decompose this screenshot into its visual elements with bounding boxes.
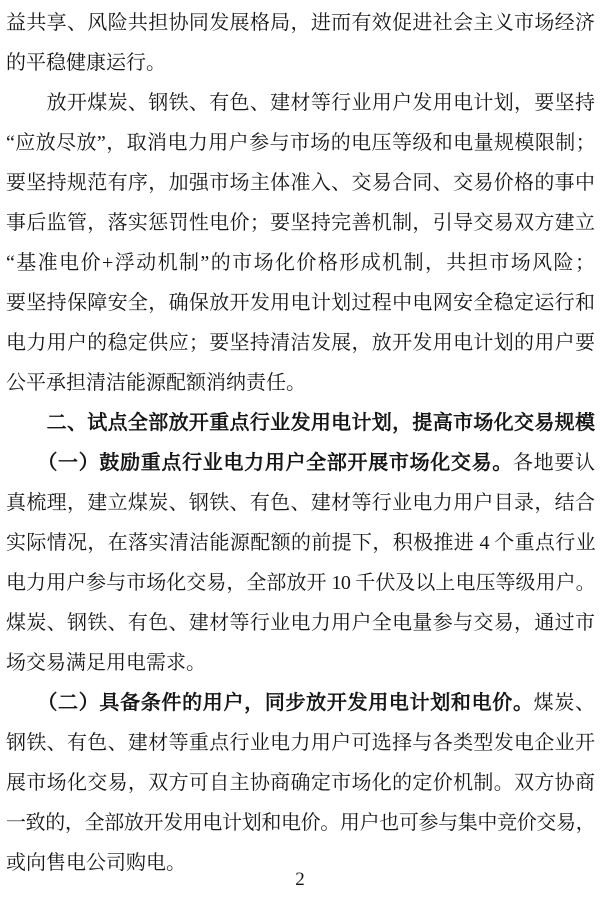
body-text: 电力用户参与市场化交易，全部放开 10 千伏及以上电压等级用户。 [6, 572, 595, 594]
text-line [6, 443, 595, 483]
body-text: 事后监管，落实惩罚性电价；要坚持完善机制，引导交易双方建立 [6, 212, 595, 234]
kaiti-lead-text: （二）具备条件的用户，同步放开发用电计划和电价。 [6, 692, 534, 714]
body-text: 煤炭、钢铁、有色、建材等行业电力用户全电量参与交易，通过市 [6, 612, 595, 634]
text-line [6, 683, 595, 723]
text-line [6, 803, 595, 843]
body-text: “基准电价+浮动机制”的市场化价格形成机制，共担市场风险； [6, 252, 595, 274]
body-text: 各地要认 [512, 452, 595, 474]
text-line [6, 203, 595, 243]
item-2-paragraph [6, 683, 595, 883]
text-line [6, 123, 595, 163]
text-line [6, 83, 595, 123]
body-text: 钢铁、有色、建材等重点行业电力用户可选择与各类型发电企业开 [6, 732, 595, 754]
text-line [6, 163, 595, 203]
text-line [6, 483, 595, 523]
body-text: “应放尽放”，取消电力用户参与市场的电压等级和电量规模限制； [6, 132, 595, 154]
text-line [6, 243, 595, 283]
body-text: 益共享、风险共担协同发展格局，进而有效促进社会主义市场经济 [6, 12, 595, 34]
text-line [6, 403, 595, 443]
text-line [6, 563, 595, 603]
text-line [6, 723, 595, 763]
body-text: 一致的，全部放开发用电计划和电价。用户也可参与集中竞价交易， [6, 812, 595, 834]
body-text: 要坚持保障安全，确保放开发用电计划过程中电网安全稳定运行和 [6, 292, 595, 314]
section-heading-text: 二、试点全部放开重点行业发用电计划，提高市场化交易规模 [6, 412, 595, 434]
text-line [6, 763, 595, 803]
body-text: 或向售电公司购电。 [6, 852, 186, 874]
text-line [6, 363, 595, 403]
kaiti-lead-text: （一）鼓励重点行业电力用户全部开展市场化交易。 [6, 452, 513, 474]
body-text: 场交易满足用电需求。 [6, 652, 206, 674]
page-number: 2 [295, 869, 305, 890]
text-line [6, 643, 595, 683]
text-line [6, 3, 595, 43]
body-text: 要坚持规范有序，加强市场主体准入、交易合同、交易价格的事中 [6, 172, 595, 194]
text-line [6, 283, 595, 323]
body-text: 的平稳健康运行。 [6, 52, 166, 74]
body-text: 放开煤炭、钢铁、有色、建材等行业用户发用电计划，要坚持 [6, 92, 595, 114]
body-text: 实际情况，在落实清洁能源配额的前提下，积极推进 4 个重点行业 [6, 532, 595, 554]
body-text: 煤炭、 [533, 692, 595, 714]
text-line [6, 43, 595, 83]
text-line [6, 523, 595, 563]
body-text: 公平承担清洁能源配额消纳责任。 [6, 372, 306, 394]
body-text: 电力用户的稳定供应；要坚持清洁发展，放开发用电计划的用户要 [6, 332, 595, 354]
body-text: 真梳理，建立煤炭、钢铁、有色、建材等行业电力用户目录，结合 [6, 492, 595, 514]
principles-paragraph [6, 83, 595, 403]
intro-continuation-paragraph [6, 3, 595, 83]
text-line [6, 323, 595, 363]
item-1-paragraph [6, 443, 595, 683]
body-text: 展市场化交易，双方可自主协商确定市场化的定价机制。双方协商 [6, 772, 595, 794]
section-2-heading [6, 403, 595, 443]
text-line [6, 603, 595, 643]
